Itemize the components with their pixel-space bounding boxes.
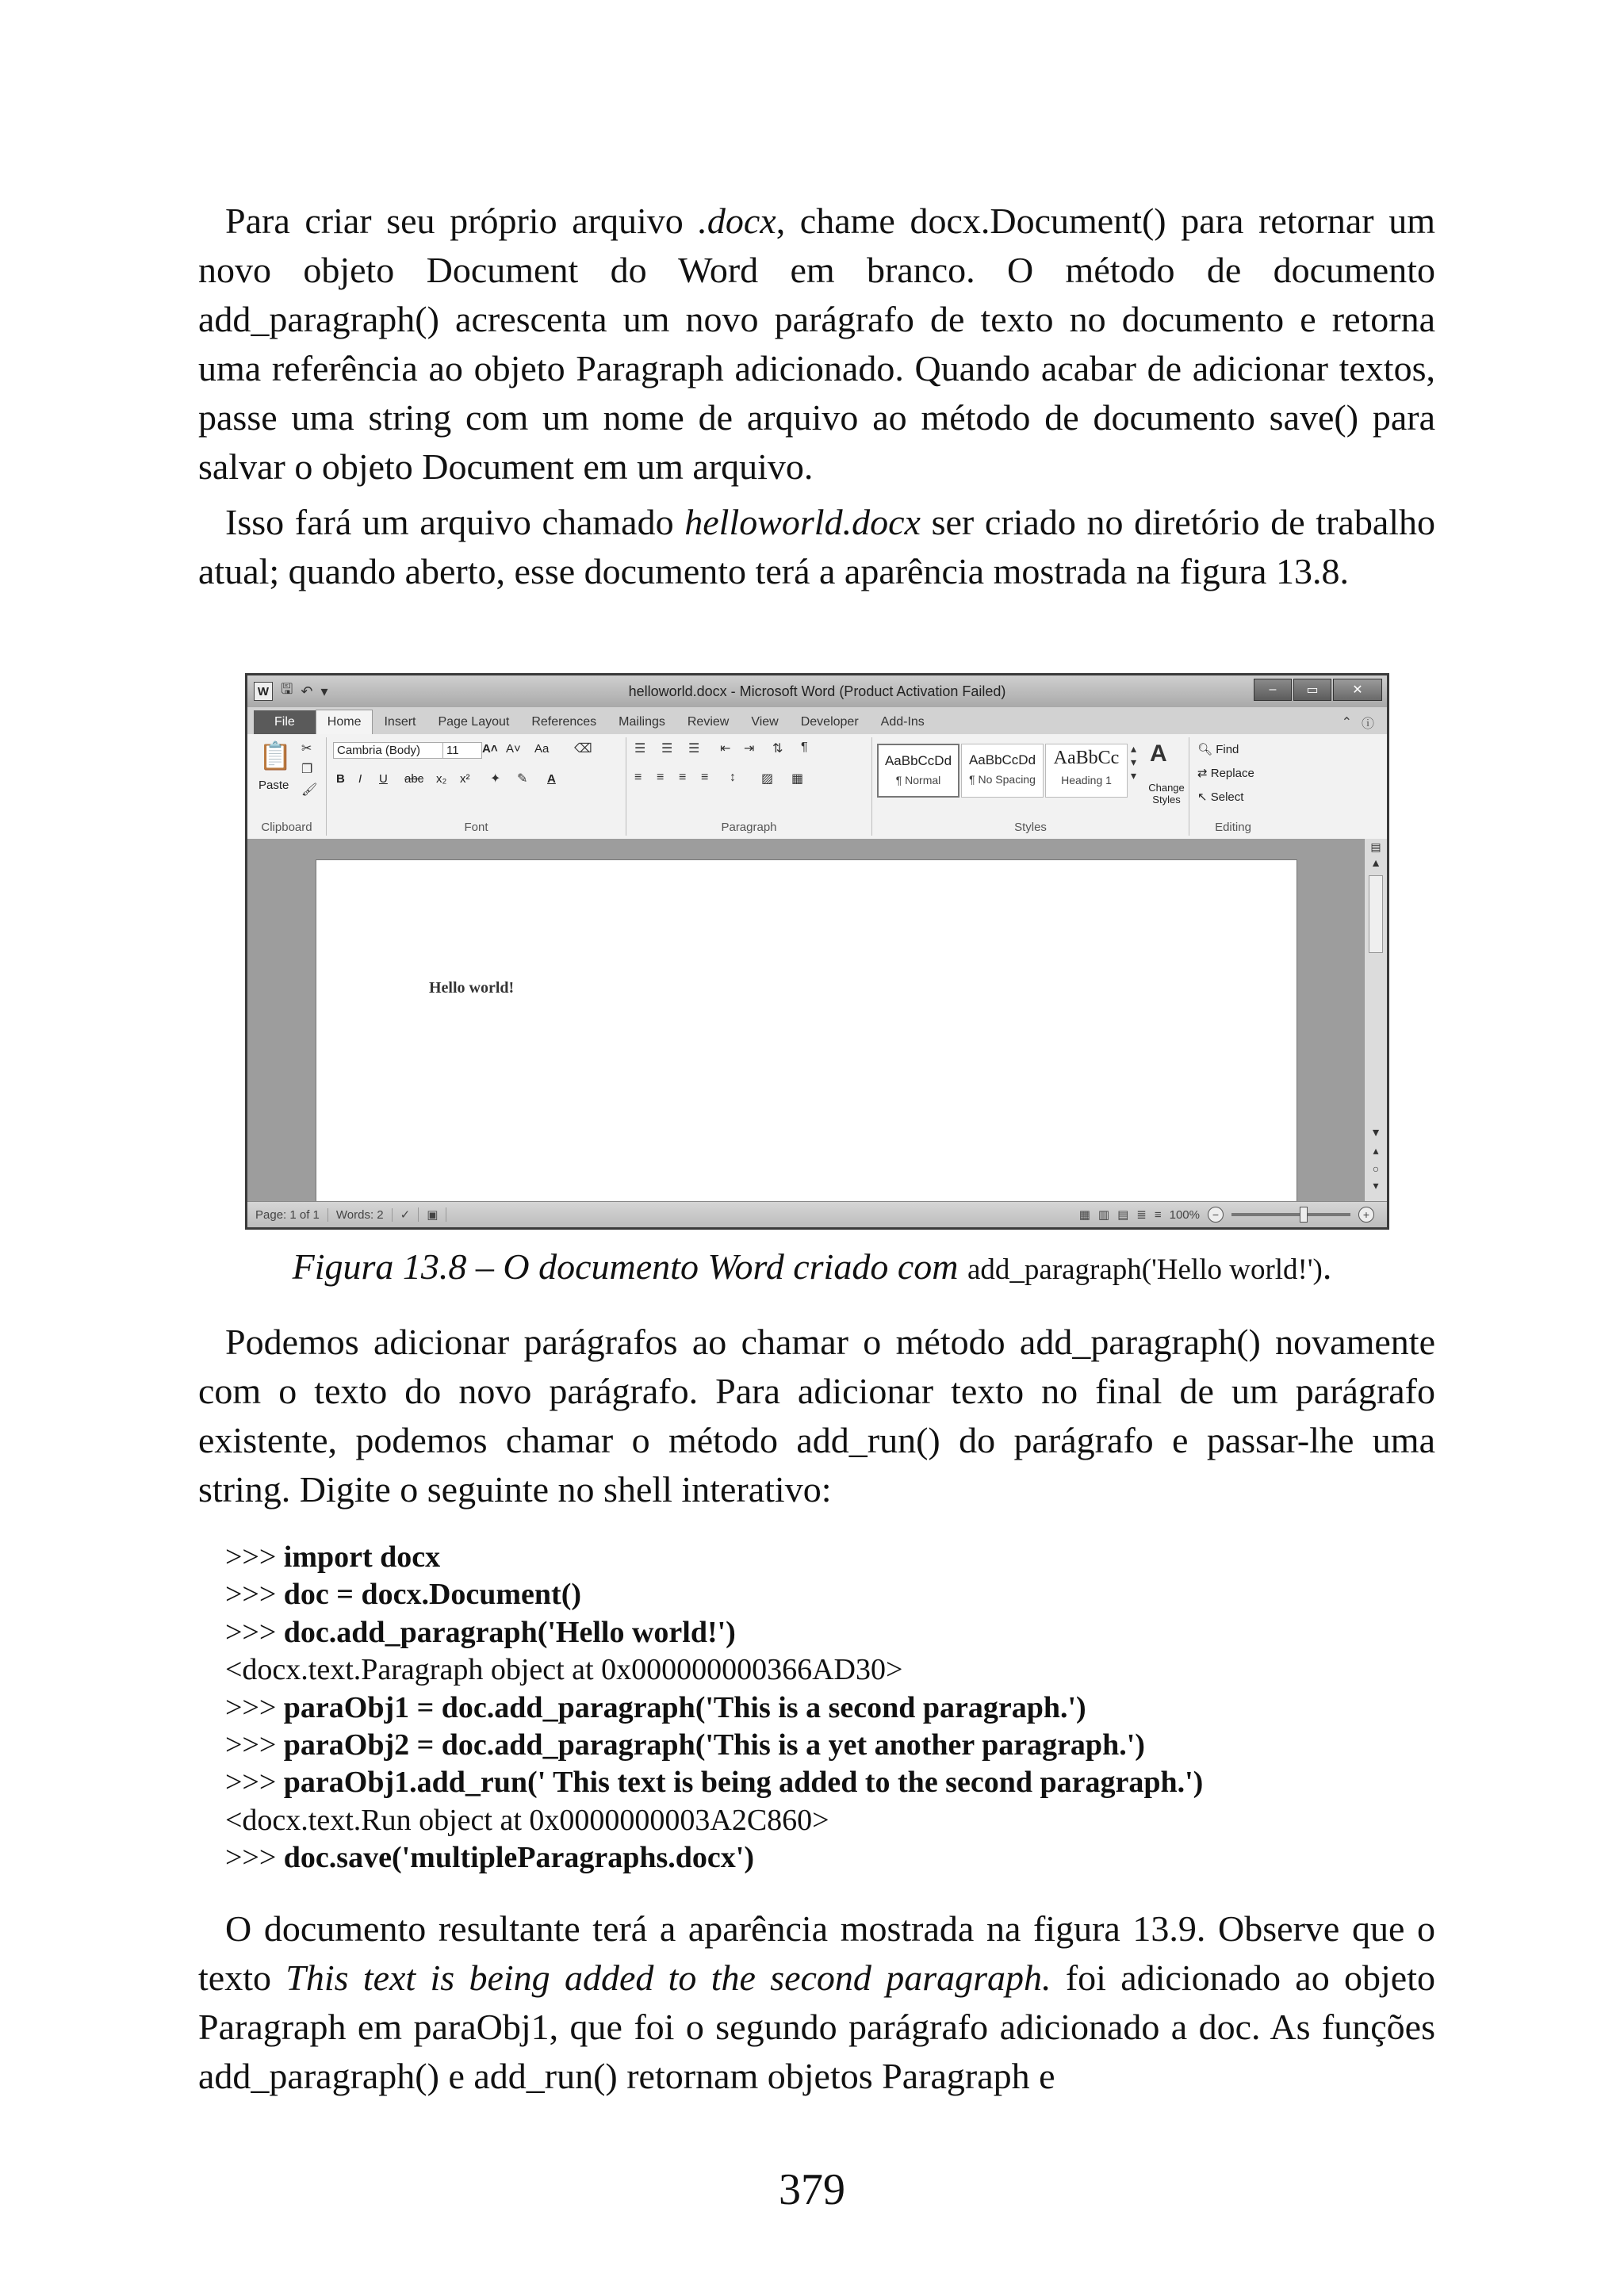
outline-view-icon[interactable]: ≣ — [1136, 1208, 1147, 1222]
save-icon[interactable]: 🖫 — [281, 681, 293, 697]
underline-button[interactable]: U — [379, 772, 388, 786]
numbering-icon[interactable]: ☰ — [661, 742, 673, 756]
replace-button[interactable] — [1197, 766, 1254, 780]
code-statement: import docx — [283, 1540, 441, 1574]
document-area — [247, 839, 1365, 1202]
code-input-line — [225, 1614, 1203, 1651]
align-left-icon[interactable]: ≡ — [634, 771, 642, 784]
code-input-line — [225, 1839, 1203, 1877]
tab-add-ins[interactable]: Add-Ins — [880, 715, 925, 729]
document-body-text[interactable]: Hello world! — [429, 979, 515, 997]
proofing-icon[interactable]: ✓ — [393, 1207, 419, 1222]
style-normal[interactable] — [877, 744, 959, 798]
code-input-line — [225, 1576, 1203, 1613]
p4-quoted-text: This text is being added to the second paragraph. — [285, 1957, 1051, 1998]
code-prompt: >>> — [225, 1841, 284, 1875]
tab-file[interactable]: File — [254, 710, 316, 734]
italic-button[interactable]: I — [358, 772, 362, 786]
clear-formatting-icon[interactable]: ⌫ — [574, 742, 592, 756]
paragraph-2 — [198, 498, 1435, 603]
paragraph-3 — [198, 1318, 1435, 1521]
tab-references[interactable]: References — [531, 715, 597, 729]
scroll-thumb[interactable] — [1369, 875, 1383, 953]
text-effects-icon[interactable]: ✦ — [490, 772, 501, 786]
tab-home[interactable]: Home — [316, 710, 373, 734]
show-marks-icon[interactable]: ¶ — [801, 740, 808, 754]
font-name-select[interactable]: Cambria (Body) — [333, 742, 444, 759]
caption-text: Figura 13.8 – O documento Word criado com — [292, 1246, 967, 1287]
code-prompt: >>> — [225, 1540, 284, 1574]
close-button[interactable]: ✕ — [1333, 679, 1382, 701]
print-layout-view-icon[interactable]: ▦ — [1078, 1208, 1090, 1222]
group-label-font: Font — [464, 821, 488, 834]
align-center-icon[interactable]: ≡ — [657, 771, 665, 784]
subscript-button[interactable]: x₂ — [436, 772, 447, 786]
find-label: Find — [1216, 743, 1239, 756]
change-styles-icon[interactable]: A — [1150, 740, 1167, 767]
code-output: <docx.text.Paragraph object at 0x000000000366AD30> — [225, 1653, 903, 1687]
zoom-in-icon[interactable]: + — [1358, 1207, 1374, 1223]
group-label-styles: Styles — [1014, 821, 1047, 834]
help-icon[interactable]: ⓘ — [1361, 717, 1374, 731]
caption-period: . — [1322, 1246, 1332, 1287]
code-prompt: >>> — [225, 1690, 284, 1724]
figure-caption — [0, 1243, 1624, 1294]
next-page-icon[interactable]: ▾ — [1373, 1179, 1379, 1192]
code-prompt: >>> — [225, 1578, 284, 1612]
ribbon-home — [247, 734, 1387, 840]
style-normal-sample: AaBbCcDd — [884, 753, 952, 768]
borders-icon[interactable]: ▦ — [791, 772, 804, 786]
macro-record-icon[interactable]: ▣ — [419, 1207, 446, 1222]
tab-page-layout[interactable]: Page Layout — [438, 715, 510, 729]
code-statement: paraObj1.add_run(' This text is being added to the second paragraph.') — [283, 1766, 1204, 1800]
ribbon-tabs — [247, 707, 1387, 734]
highlight-icon[interactable]: ✎ — [517, 772, 528, 786]
code-input-line — [225, 1727, 1203, 1764]
window-controls — [1254, 679, 1382, 701]
window-title: helloworld.docx - Microsoft Word (Product Activation Failed) — [628, 683, 1006, 699]
code-output-line — [225, 1802, 1203, 1839]
style-no-spacing-sample: AaBbCcDd — [968, 752, 1036, 767]
multilevel-list-icon[interactable]: ☰ — [688, 742, 700, 756]
styles-scroll-icon[interactable]: ▴ ▾ ▾ — [1131, 742, 1137, 782]
align-right-icon[interactable]: ≡ — [679, 771, 687, 784]
code-output-line — [225, 1651, 1203, 1689]
grow-font-button[interactable]: A˄ — [482, 742, 498, 756]
ruler-toggle-icon[interactable]: ▤ — [1370, 840, 1381, 853]
shrink-font-button[interactable]: A˅ — [506, 742, 521, 756]
style-normal-name: ¶ Normal — [895, 774, 941, 786]
document-page[interactable] — [316, 859, 1297, 1203]
code-output: <docx.text.Run object at 0x0000000003A2C860> — [225, 1803, 829, 1837]
replace-icon: ⇄ — [1197, 767, 1211, 780]
justify-icon[interactable]: ≡ — [701, 771, 709, 784]
superscript-button[interactable]: x² — [460, 772, 470, 786]
caption-code: add_paragraph('Hello world!') — [967, 1253, 1323, 1286]
group-font — [327, 737, 626, 836]
code-statement: doc.add_paragraph('Hello world!') — [283, 1615, 736, 1649]
paste-icon[interactable]: 📋 — [259, 741, 293, 771]
change-styles-button[interactable]: Change Styles — [1148, 782, 1185, 806]
change-case-button[interactable]: Aa — [534, 742, 550, 756]
cut-icon[interactable]: ✂ — [301, 742, 312, 756]
previous-page-icon[interactable]: ▴ — [1373, 1144, 1379, 1157]
draft-view-icon[interactable]: ≡ — [1154, 1207, 1162, 1222]
browse-object-icon[interactable]: ○ — [1372, 1162, 1380, 1175]
tab-insert[interactable]: Insert — [384, 715, 416, 729]
quick-access-toolbar — [254, 679, 327, 703]
tab-mailings[interactable]: Mailings — [619, 715, 665, 729]
web-layout-view-icon[interactable]: ▤ — [1117, 1208, 1129, 1222]
p1-filename: .docx — [698, 201, 776, 241]
p3-text: Podemos adicionar parágrafos ao chamar o método add_paragraph() novamente com o texto do novo parágrafo. Para adicionar texto no final de um parágrafo existente, podemos chamar o método add_run() do parágrafo e passar-lhe uma string. Digite o seguinte no shell interativo: — [198, 1322, 1435, 1510]
qat-dropdown-icon[interactable]: ▾ — [320, 683, 328, 699]
style-no-spacing-name: ¶ No Spacing — [969, 773, 1036, 786]
find-button[interactable] — [1197, 742, 1239, 756]
full-screen-view-icon[interactable]: ▥ — [1097, 1208, 1110, 1222]
format-painter-icon[interactable]: 🖌 — [301, 783, 318, 797]
group-label-paragraph: Paragraph — [721, 821, 777, 834]
group-label-clipboard: Clipboard — [261, 821, 312, 834]
code-prompt: >>> — [225, 1728, 284, 1762]
paragraph-1 — [198, 197, 1435, 498]
code-prompt: >>> — [225, 1615, 284, 1649]
bullets-icon[interactable]: ☰ — [634, 742, 646, 756]
select-icon: ↖ — [1197, 790, 1211, 804]
tab-view[interactable]: View — [751, 715, 779, 729]
code-listing — [225, 1539, 1203, 1877]
select-button[interactable] — [1197, 790, 1243, 804]
style-heading-1[interactable] — [1045, 744, 1128, 798]
copy-icon[interactable]: ❐ — [301, 763, 313, 776]
zoom-slider[interactable] — [1231, 1213, 1350, 1216]
line-spacing-icon[interactable]: ↕ — [730, 771, 736, 784]
p4-text-b: foi adicionado ao objeto Paragraph em paraObj1, que foi o segundo parágrafo adicionado a doc. As funções add_paragraph() e add_run() retornam objetos Paragraph e — [198, 1957, 1435, 2096]
style-heading-1-sample: AaBbCс — [1053, 748, 1120, 768]
font-size-select[interactable]: 11 — [442, 742, 482, 759]
word-count[interactable]: Words: 2 — [328, 1208, 393, 1222]
sort-icon[interactable]: ⇅ — [772, 742, 783, 756]
scroll-down-icon[interactable]: ▼ — [1370, 1126, 1381, 1138]
group-label-editing: Editing — [1215, 821, 1251, 834]
paste-button[interactable]: Paste — [259, 779, 289, 792]
page-number: 379 — [779, 2165, 845, 2214]
style-heading-1-name: Heading 1 — [1061, 774, 1112, 786]
code-input-line — [225, 1764, 1203, 1801]
word-window-screenshot — [245, 673, 1389, 1230]
minimize-button[interactable]: – — [1254, 679, 1292, 701]
status-bar — [247, 1201, 1387, 1227]
code-prompt: >>> — [225, 1766, 284, 1800]
code-input-line — [225, 1539, 1203, 1576]
p2-text-b: ser criado no diretório de trabalho atual; quando aberto, esse documento terá a aparência mostrada na figura 13.8. — [198, 502, 1436, 591]
ribbon-options — [1342, 710, 1374, 734]
code-statement: paraObj2 = doc.add_paragraph('This is a yet another paragraph.') — [283, 1728, 1145, 1762]
replace-label: Replace — [1210, 767, 1254, 780]
p1-text-a: Para criar seu próprio arquivo — [225, 201, 699, 241]
p2-filename: helloworld.docx — [684, 502, 921, 542]
select-label: Select — [1210, 790, 1244, 804]
word-title-bar — [247, 675, 1387, 707]
code-statement: paraObj1 = doc.add_paragraph('This is a second paragraph.') — [283, 1690, 1086, 1724]
p2-text-a: Isso fará um arquivo chamado — [225, 502, 685, 542]
page-count[interactable]: Page: 1 of 1 — [247, 1208, 328, 1222]
group-editing — [1189, 737, 1277, 836]
vertical-scrollbar[interactable] — [1364, 839, 1387, 1202]
font-color-button[interactable]: A — [547, 772, 556, 786]
paragraph-4 — [198, 1904, 1435, 2107]
group-styles — [872, 737, 1189, 836]
undo-icon[interactable]: ↶ — [301, 683, 313, 699]
find-icon: 🔍︎ — [1197, 743, 1216, 756]
zoom-level[interactable]: 100% — [1169, 1207, 1200, 1222]
maximize-button[interactable]: ▭ — [1293, 679, 1331, 701]
tab-review[interactable]: Review — [687, 715, 730, 729]
group-clipboard — [247, 737, 327, 836]
zoom-out-icon[interactable]: − — [1208, 1207, 1224, 1223]
tab-developer[interactable]: Developer — [800, 715, 859, 729]
minimize-ribbon-icon[interactable]: ⌃ — [1341, 716, 1352, 729]
code-statement: doc = docx.Document() — [283, 1578, 582, 1612]
increase-indent-icon[interactable]: ⇥ — [744, 742, 755, 756]
strikethrough-button[interactable]: abc — [404, 772, 424, 786]
code-input-line — [225, 1689, 1203, 1727]
bold-button[interactable]: B — [336, 772, 345, 786]
zoom-slider-knob[interactable] — [1300, 1207, 1308, 1223]
style-no-spacing[interactable] — [961, 744, 1044, 798]
group-paragraph — [626, 737, 872, 836]
word-app-icon[interactable]: W — [254, 682, 273, 701]
scroll-up-icon[interactable]: ▲ — [1370, 856, 1381, 869]
shading-icon[interactable]: ▨ — [761, 772, 774, 786]
code-statement: doc.save('multipleParagraphs.docx') — [283, 1841, 754, 1875]
p4-text-a: O documento resultante terá a aparência mostrada na figura 13.9. Observe que o texto — [198, 1908, 1435, 1998]
status-right — [1079, 1207, 1374, 1223]
p1-text-b: , chame docx.Document() para retornar um novo objeto Document do Word em branco. O método de documento add_paragraph() acrescenta um novo parágrafo de texto no documento e retorna uma referência ao objeto Paragraph adicionado. Quando acabar de adicionar textos, passe uma string com um nome de arquivo ao método de documento save() para salvar o objeto Document em um arquivo. — [198, 201, 1435, 487]
decrease-indent-icon[interactable]: ⇤ — [720, 742, 731, 756]
